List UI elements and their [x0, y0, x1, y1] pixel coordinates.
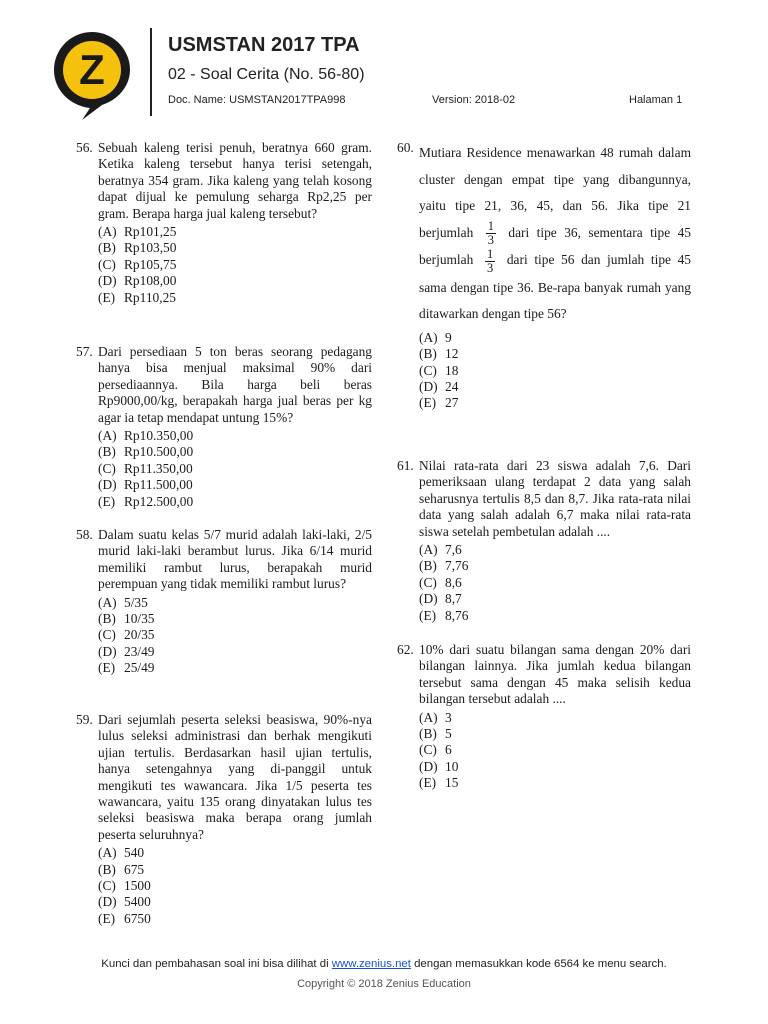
option-label: (A)	[98, 428, 117, 444]
option-a	[419, 542, 691, 558]
option-label: (E)	[98, 493, 116, 509]
option-d	[98, 477, 372, 493]
option-e	[98, 494, 372, 510]
option-label: (D)	[98, 273, 117, 289]
option-d	[419, 379, 691, 395]
option-c	[98, 461, 372, 477]
option-label: (C)	[419, 574, 437, 590]
option-text: 7,76	[445, 558, 469, 574]
option-label: (A)	[98, 224, 117, 240]
option-text: 7,6	[445, 542, 462, 558]
option-text: 8,7	[445, 591, 462, 607]
option-text: 1500	[124, 878, 151, 894]
option-text: Rp11.500,00	[124, 477, 193, 493]
fraction-denominator: 3	[486, 260, 494, 275]
option-a	[419, 710, 691, 726]
option-text: 5400	[124, 894, 151, 910]
option-label: (A)	[98, 594, 117, 610]
option-text: 8,6	[445, 574, 462, 590]
doc-name: Doc. Name: USMSTAN2017TPA998	[168, 94, 346, 106]
option-text: 23/49	[124, 643, 155, 659]
option-label: (B)	[98, 444, 116, 460]
zenius-logo-icon	[52, 30, 132, 122]
option-text: Rp105,75	[124, 256, 177, 272]
logo-letter: Z	[79, 46, 105, 93]
option-text: Rp110,25	[124, 289, 176, 305]
option-label: (C)	[419, 742, 437, 758]
option-text: 675	[124, 861, 145, 877]
option-a	[98, 224, 372, 240]
zenius-logo	[52, 30, 132, 122]
option-c	[98, 878, 372, 894]
question-text: Dari sejumlah peserta seleksi beasiswa, 90%-nya lulus seleksi administrasi dan berhak mengikuti ujian tertulis. Berdasarkan hasil ujian tertulis, hanya setengahnya yang di-panggil untuk mengikuti tes wawancara. Jika 1/5 peserta tes wawancara, yaitu 135 orang dinyatakan lulus tes seleksi beasiswa maka berapa orang jumlah peserta seluruhnya?	[98, 712, 372, 842]
question-number: 58.	[76, 527, 93, 542]
question-number: 61.	[397, 458, 414, 473]
fraction-denominator: 3	[487, 233, 494, 248]
question-62	[397, 642, 691, 792]
option-c	[419, 742, 691, 758]
options-list	[98, 224, 372, 306]
option-label: (D)	[419, 378, 438, 394]
options-list	[419, 330, 691, 412]
option-text: 5/35	[124, 594, 148, 610]
question-text-part2: dari tipe 36, sementara tipe 45 berjumlah	[419, 224, 691, 268]
option-label: (A)	[419, 542, 438, 558]
question-text	[419, 140, 691, 328]
option-label: (C)	[98, 460, 116, 476]
question-text: Nilai rata-rata dari 23 siswa adalah 7,6. Dari pemeriksaan ulang terdapat 2 data yang salah seharusnya tertulis 8,5 dan 8,7. Jika rata-rata nilai data yang salah adalah 6,7 maka nilai rata-rata siswa setelah pembetulan adalah ....	[419, 458, 691, 539]
option-text: 10	[445, 758, 459, 774]
option-c	[98, 257, 372, 273]
option-label: (E)	[419, 607, 437, 623]
option-d	[98, 273, 372, 289]
fraction-numerator: 1	[486, 246, 494, 261]
option-d	[419, 591, 691, 607]
option-e	[98, 660, 372, 676]
option-text: Rp103,50	[124, 240, 177, 256]
option-b	[98, 611, 372, 627]
options-list	[98, 428, 372, 510]
option-text: 15	[445, 775, 459, 791]
option-label: (A)	[419, 329, 438, 345]
option-text: 25/49	[124, 660, 155, 676]
option-label: (D)	[98, 643, 117, 659]
option-e	[419, 608, 691, 624]
option-b	[419, 558, 691, 574]
option-text: 9	[445, 329, 452, 345]
footer-text-after: dengan memasukkan kode 6564 ke menu search.	[410, 958, 667, 970]
footer-note	[0, 958, 768, 970]
question-61	[397, 458, 691, 624]
option-text: 10/35	[124, 611, 155, 627]
zenius-link[interactable]: www.zenius.net	[331, 958, 411, 970]
option-d	[419, 759, 691, 775]
option-text: Rp11.350,00	[124, 460, 193, 476]
option-e	[98, 911, 372, 927]
option-e	[98, 290, 372, 306]
option-a	[98, 595, 372, 611]
option-label: (B)	[98, 611, 116, 627]
question-number: 59.	[76, 712, 93, 727]
option-label: (D)	[98, 894, 117, 910]
option-label: (B)	[98, 861, 116, 877]
option-text: 8,76	[445, 607, 469, 623]
fraction-one-third	[485, 248, 495, 275]
option-b	[419, 346, 691, 362]
question-number: 62.	[397, 642, 414, 657]
document-title: USMSTAN 2017 TPA	[168, 34, 360, 56]
option-label: (E)	[98, 910, 116, 926]
option-a	[98, 428, 372, 444]
option-text: 540	[124, 845, 145, 861]
option-label: (C)	[419, 362, 437, 378]
option-text: 18	[445, 362, 459, 378]
option-label: (E)	[419, 775, 437, 791]
option-d	[98, 894, 372, 910]
copyright-text: Copyright © 2018 Zenius Education	[297, 978, 471, 990]
question-number: 57.	[76, 344, 93, 359]
fraction-numerator: 1	[487, 219, 494, 234]
option-text: 6	[445, 742, 452, 758]
option-label: (C)	[98, 256, 116, 272]
doc-version: Version: 2018-02	[432, 94, 516, 106]
question-number: 56.	[76, 140, 93, 155]
option-label: (E)	[419, 395, 437, 411]
question-59	[76, 712, 372, 927]
option-label: (B)	[419, 346, 437, 362]
option-text: 20/35	[124, 627, 155, 643]
question-text: Dari persediaan 5 ton beras seorang pedagang hanya bisa menjual maksimal 90% dari persediaannya. Bila harga beli beras Rp9000,00/kg, berapakah harga jual beras per kg agar ia tetap mendapat untung 15%?	[98, 344, 372, 425]
option-label: (C)	[98, 878, 116, 894]
options-list	[98, 845, 372, 927]
option-label: (E)	[98, 660, 116, 676]
option-label: (D)	[419, 758, 438, 774]
option-b	[419, 726, 691, 742]
document-subtitle: 02 - Soal Cerita (No. 56-80)	[168, 66, 365, 83]
option-label: (C)	[98, 627, 116, 643]
options-list	[419, 710, 691, 792]
question-text-part3: dari tipe 56 dan jumlah tipe 45 sama dengan tipe 36. Be-rapa banyak rumah yang ditawarkan dengan tipe 56?	[419, 252, 691, 322]
question-text: Sebuah kaleng terisi penuh, beratnya 660 gram. Ketika kaleng tersebut hanya terisi setengah, beratnya 354 gram. Jika kaleng yang telah kosong dapat dijual ke pemulung seharga Rp2,25 per gram. Berapa harga jual kaleng tersebut?	[98, 140, 372, 221]
option-e	[419, 775, 691, 791]
option-label: (B)	[98, 240, 116, 256]
options-list	[419, 542, 691, 624]
option-label: (A)	[98, 845, 117, 861]
option-c	[98, 627, 372, 643]
option-text: Rp12.500,00	[124, 493, 194, 509]
option-text: 12	[445, 346, 459, 362]
question-56	[76, 140, 372, 306]
question-text: Dalam suatu kelas 5/7 murid adalah laki-laki, 2/5 murid laki-laki berambut lurus. Jika 6/14 murid memiliki rambut lurus, berapakah murid perempuan yang tidak memiliki rambut lurus?	[98, 527, 372, 592]
option-label: (B)	[419, 726, 437, 742]
page-number: Halaman 1	[629, 94, 683, 106]
option-text: 27	[445, 395, 459, 411]
option-text: 5	[445, 726, 452, 742]
option-a	[98, 845, 372, 861]
option-text: 3	[445, 709, 452, 725]
option-text: 6750	[124, 910, 151, 926]
option-c	[419, 575, 691, 591]
option-d	[98, 644, 372, 660]
footer-text-before: Kunci dan pembahasan soal ini bisa dilihat di	[101, 958, 332, 970]
option-b	[98, 862, 372, 878]
question-text: 10% dari suatu bilangan sama dengan 20% dari bilangan lainnya. Jika jumlah kedua bilangan tersebut sama dengan 45 maka selisih kedua bilangan tersebut adalah ....	[419, 642, 691, 707]
fraction-one-third	[486, 220, 496, 247]
option-text: Rp10.350,00	[124, 428, 194, 444]
option-b	[98, 444, 372, 460]
option-label: (B)	[419, 558, 437, 574]
option-label: (E)	[98, 289, 116, 305]
question-58	[76, 527, 372, 677]
options-list	[98, 595, 372, 677]
header-divider	[150, 28, 152, 116]
option-e	[419, 395, 691, 411]
option-label: (A)	[419, 709, 438, 725]
option-text: Rp10.500,00	[124, 444, 194, 460]
question-text-part1: Mutiara Residence menawarkan 48 rumah dalam cluster dengan empat tipe yang dibangunnya, yaitu tipe 21, 36, 45, dan 56. Jika tipe 21 berjumlah	[419, 145, 691, 240]
question-number: 60.	[397, 140, 414, 155]
option-text: 24	[445, 378, 459, 394]
option-b	[98, 240, 372, 256]
option-text: Rp101,25	[124, 224, 177, 240]
question-57	[76, 344, 372, 510]
option-label: (D)	[419, 591, 438, 607]
question-60	[397, 140, 691, 412]
option-a	[419, 330, 691, 346]
option-label: (D)	[98, 477, 117, 493]
option-c	[419, 363, 691, 379]
option-text: Rp108,00	[124, 273, 177, 289]
